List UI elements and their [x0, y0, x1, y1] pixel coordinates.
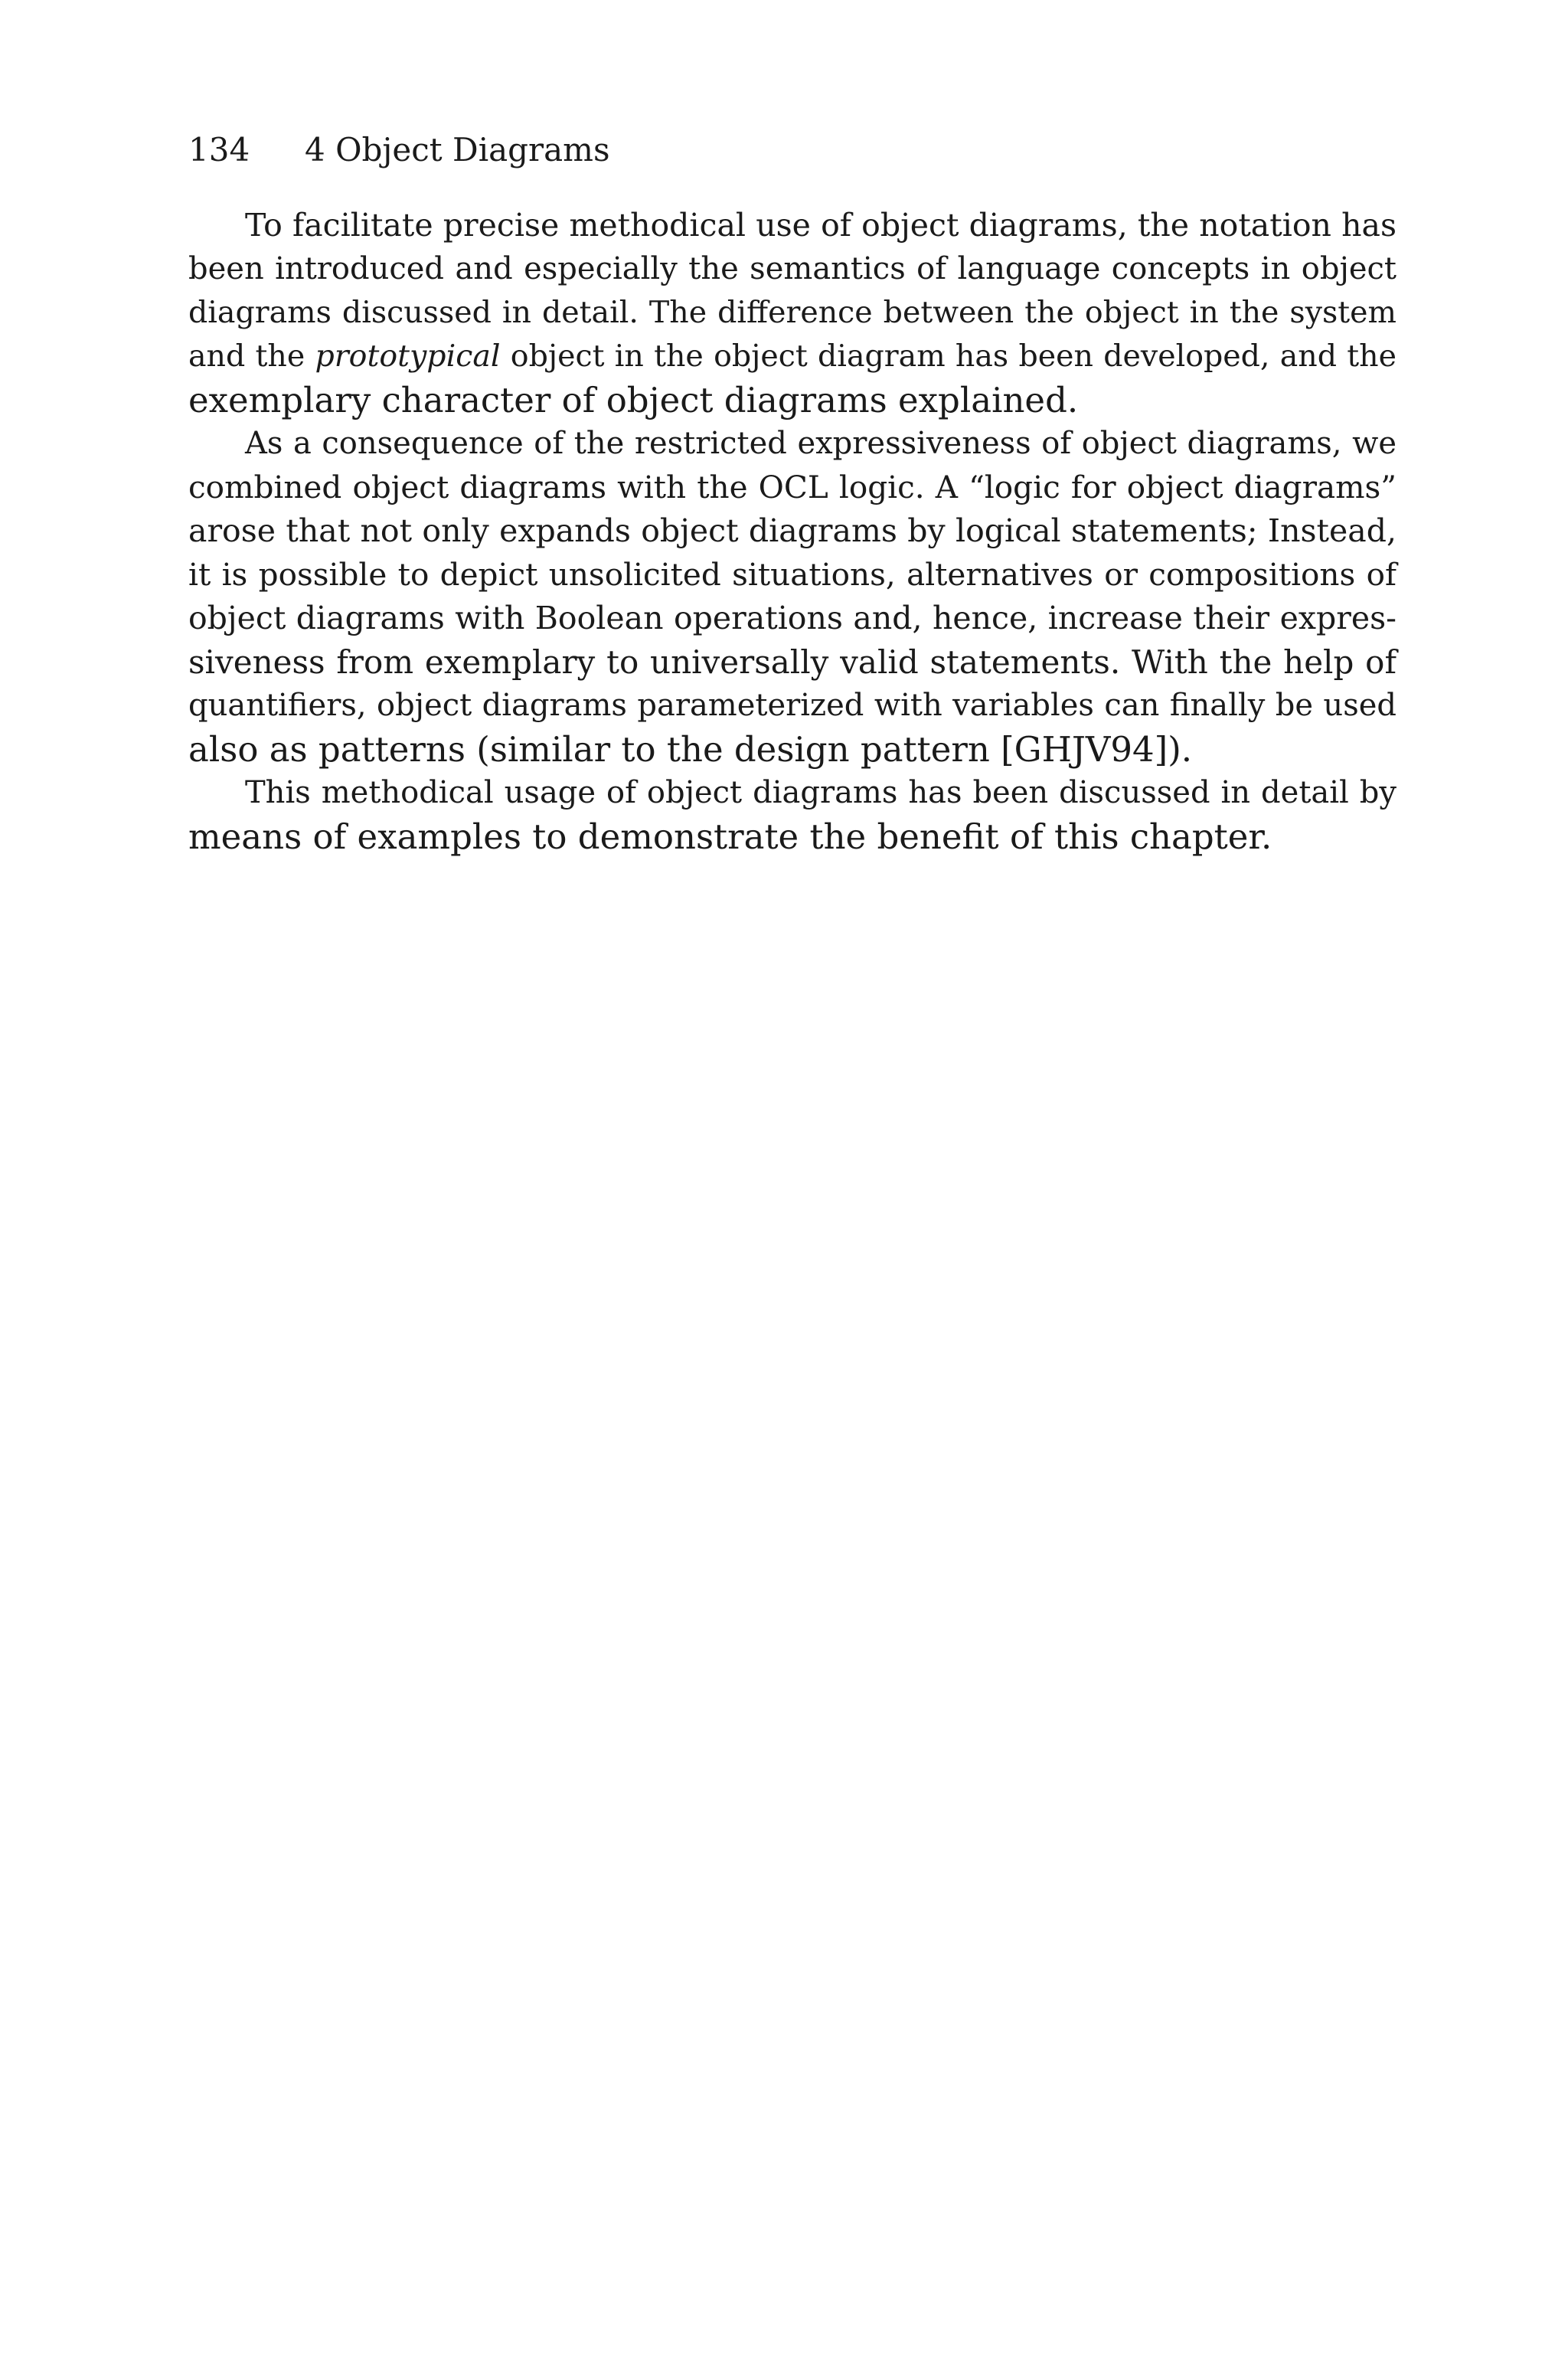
text-line: exemplary character of object diagrams explained. [188, 380, 1079, 420]
text-line: arose that not only expands object diagrams by logical statements; Instead, [188, 512, 1396, 549]
paragraph-3 [188, 771, 1396, 859]
running-head [188, 129, 610, 172]
text-line: diagrams discussed in detail. The difference between the object in the system [188, 295, 1396, 330]
text-line: object diagrams with Boolean operations and, hence, increase their expres- [188, 600, 1396, 636]
text-line: quantifiers, object diagrams parameterized with variables can finally be used [188, 688, 1396, 723]
text-line: To facilitate precise methodical use of object diagrams, the notation has [245, 207, 1396, 244]
page-number: 134 [188, 131, 250, 168]
text-line: also as patterns (similar to the design pattern [GHJV94]). [188, 729, 1193, 770]
italic-term: prototypical [315, 339, 501, 374]
paragraph-1 [188, 204, 1396, 422]
text-line: As a consequence of the restricted expressiveness of object diagrams, we [245, 426, 1396, 461]
chapter-title: 4 Object Diagrams [305, 131, 610, 168]
text-line: means of examples to demonstrate the benefit of this chapter. [188, 816, 1272, 857]
text-line: This methodical usage of object diagrams has been discussed in detail by [245, 775, 1396, 810]
text-line: been introduced and especially the semantics of language concepts in object [188, 251, 1396, 286]
text-line: siveness from exemplary to universally valid statements. With the help of [188, 643, 1396, 681]
paragraph-2 [188, 422, 1396, 771]
text-line-with-italic [188, 335, 1396, 378]
text-line: it is possible to depict unsolicited situations, alternatives or compositions of [188, 556, 1396, 593]
body-text [188, 204, 1396, 859]
text-fragment: and the [188, 339, 315, 374]
text-line: combined object diagrams with the OCL logic. A “logic for object diagrams” [188, 469, 1396, 505]
text-fragment: object in the object diagram has been developed, and the [500, 339, 1396, 374]
